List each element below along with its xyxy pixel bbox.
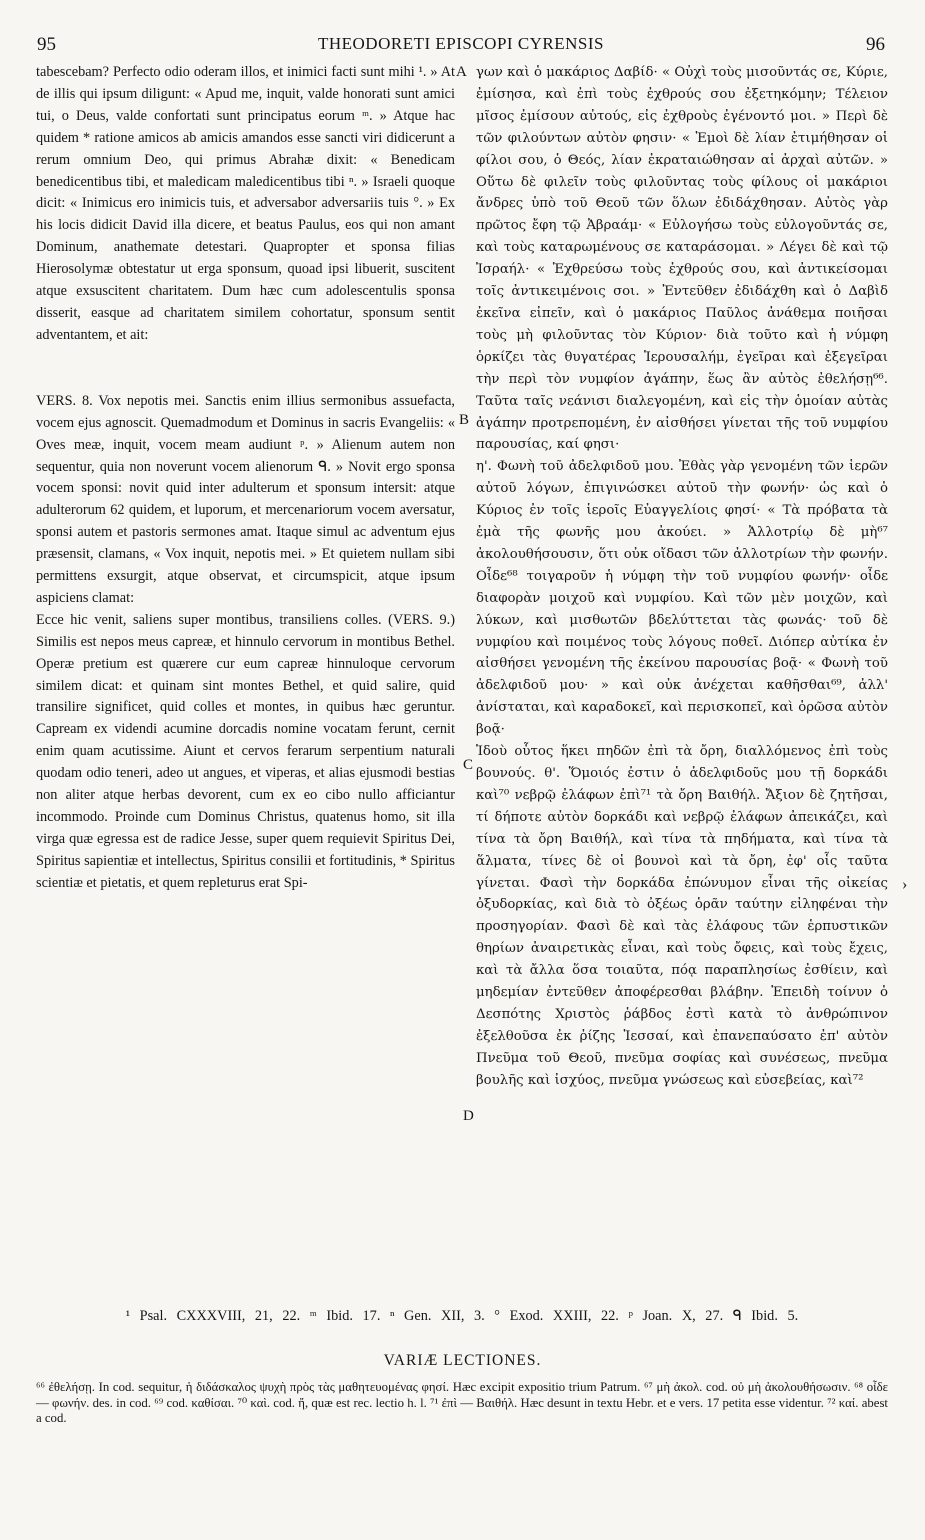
latin-paragraph: tabescebam? Perfecto odio oderam illos, et inimici facti sunt mihi ¹. » At de illis qui ipsum diligunt: « Apud me, inquit, valde honorati sunt amici tui, o Deus, valde confortati sunt principatus eorum ᵐ. » Atque hac quidem * ratione amicos ab amicis amandos esse sancti viri didicerunt a rerum omnium Deo, qui primus Abrahæ dixit: « Benedicam benedicentibus tibi, et maledicam maledicentibus tibi ⁿ. » Israeli quoque dicit: « Inimicus ero inimicis tuis, et adversabor adversariis tuis °. » Ex his locis didicit David illa dicere, et beatus Paulus, eos qui non amant Dominum, anathemate detestari. Quapropter et sponsa filias Hierosolymæ obtestatur ut erga sponsum, quoad ipsi libuerit, suscitent atque exsuscitent charitatem. Dum hæc cum adolescentulis sponsa disserit, easque ad charitatem similem cohortatur, sponsum sentit adventantem, et ait: (36, 64, 455, 343)
margin-marker-b: B (459, 412, 470, 428)
margin-marker-c: C (463, 757, 474, 773)
latin-column (36, 62, 455, 895)
page-number-right: 96 (866, 34, 885, 55)
latin-paragraph: VERS. 8. Vox nepotis mei. Sanctis enim illius sermonibus assuefacta, vocem ejus agnoscit. Quemadmodum et Dominus in sacris Evangeliis: « Oves meæ, inquit, vocem meam audiunt ᵖ. » Alienum autem non sequentur, quia non noverunt vocem alienorum ᑫ. » Novit ergo sponsa vocem sponsi: novit quid inter adulterum et sponsum intersit: atque adulterorum 62 quidem, et luporum, et mercenariorum vocem aversatur, sponsi autem et pastoris sermones amat. Itaque simul ac adventum ejus præsensit, clamans, « Vox inquit, nepotis mei. » Et quietem nullam sibi permittens exsurgit, atque observat, et circumspicit, atque ipsum aspiciens clamat: (36, 392, 455, 606)
footnotes: ¹ Psal. CXXXVIII, 21, 22. ᵐ Ibid. 17. ⁿ Gen. XII, 3. ° Exod. XXIII, 22. ᵖ Joan. X, 27. ᑫ Ibid. 5. (125, 1308, 799, 1324)
running-title: THEODORETI EPISCOPI CYRENSIS (317, 34, 605, 53)
greek-paragraph: Ἰδοὺ οὗτος ἥκει πηδῶν ἐπὶ τὰ ὄρη, διαλλόμενος ἐπὶ τοὺς βουνούς. θ'. Ὅμοιός ἐστιν ὁ ἀδελφιδοῦς μου τῇ δορκάδι καὶ⁷⁰ νεβρῷ ἐλάφων ἐπὶ⁷¹ τὰ ὄρη Βαιθήλ. Ἄξιον δὲ ζητῆσαι, τί δήποτε αὐτὸν δορκάδι καὶ νεβρῷ ἐλάφων ἀπεικάζει, καὶ τίνα τὰ ὄρη Βαιθήλ, καὶ τίνα τὰ πηδήματα, καὶ τίνα τὰ ἅλματα, τίνες δὲ οἱ βουνοὶ καὶ τὰ ὄρη, ἐφ' οἷς ταῦτα γίνεται. Φασὶ τὴν δορκάδα ἐπώνυμον εἶναι τῆς οἰκείας ὀξυδορκίας, καὶ διὰ τὸ ὀξέως ὁρᾶν ταύτην εἰληφέναι τὴν προσηγορίαν. Φασὶ δὲ καὶ τὰς ἐλάφους τῶν ἑρπυστικῶν θηρίων ἀναιρετικὰς εἶναι, καὶ τοὺς ὄφεις, καὶ τοὺς ἔχεις, καὶ τὰ ἄλλα ὅσα τοιαῦτα, πόᾳ παραπλησίως ἐσθίειν, καὶ μηδεμίαν ἐντεῦθεν ἀποφέρεσθαι βλάβην. Ἐπειδὴ τοίνυν ὁ Δεσπότης Χριστὸς ῥάβδος ἐστὶ κατὰ τὸ ἀνθρώπινον ἐξελθοῦσα ἐκ ῥίζης Ἰεσσαί, καὶ ἐπανεπαύσατο ἐπ' αὐτὸν Πνεῦμα τοῦ Θεοῦ, πνεῦμα σοφίας καὶ συνέσεως, πνεῦμα βουλῆς καὶ ἰσχύος, πνεῦμα γνώσεως καὶ εὐσεβείας, καὶ⁷² (476, 744, 888, 1088)
margin-marker-a: A (456, 64, 467, 80)
greek-paragraph: γων καὶ ὁ μακάριος Δαβίδ· « Οὐχὶ τοὺς μισοῦντάς σε, Κύριε, ἐμίσησα, καὶ ἐπὶ τοὺς ἐχθρούς σου ἐξετηκόμην; Τέλειον μῖσος ἐμίσουν αὐτούς, εἰς ἐχθροὺς ἐγένοντό μοι. » Περὶ δὲ τῶν φιλούντων αὐτὸν φησιν· « Ἐμοὶ δὲ λίαν ἐτιμήθησαν οἱ φίλοι σου, ὁ Θεός, λίαν ἐκραταιώθησαν αἱ ἀρχαὶ αὐτῶν. » Οὕτω δὲ φιλεῖν τοὺς φιλοῦντας τοὺς φίλους οἱ μακάριοι ἄνδρες ὑπὸ τοῦ Θεοῦ τῶν ὅλων ἐδιδάχθησαν. Αὐτὸς γὰρ πρῶτος ἔφη τῷ Ἀβραάμ· « Εὐλογήσω τοὺς εὐλογοῦντάς σε, καὶ τοὺς καταρωμένους σε καταράσομαι. » Λέγει δὲ καὶ τῷ Ἰσραήλ· « Ἐχθρεύσω τοὺς ἐχθρούς σου, καὶ ἀντικείσομαι τοῖς ἀντικειμένοις σοι. » Ἐντεῦθεν ἐδιδάχθη καὶ ὁ Δαβὶδ ἐκεῖνα εἰπεῖν, καὶ ὁ μακάριος Παῦλος ἀνάθεμα ποιῆσαι τοὺς μὴ φιλοῦντας τὸν Κύριον· διὰ τοῦτο καὶ ἡ νύμφη ὁρκίζει τὰς θυγατέρας Ἱερουσαλήμ, ἐγεῖραι καὶ ἐξεγεῖραι τὴν περὶ τὸν νυμφίον ἀγάπην, ἕως ἂν αὐτὸς ἐθελήσῃ⁶⁶. Ταῦτα ταῖς νεάνισι διαλεγομένη, καὶ εἰς τὴν ὁμοίαν αὐτὰς ἀγάπην προτρεπομένη, ἐν αἰσθήσει γίνεται τῆς τοῦ νυμφίου παρουσίας, καί φησι· (476, 65, 888, 453)
latin-paragraph: Ecce hic venit, saliens super montibus, transiliens colles. (VERS. 9.) Similis est nepos meus capreæ, et hinnulo cervorum in montibus Bethel. Operæ pretium est quærere cur eum capreæ hinnuloque cervorum similem dicat: et quinam sint montes Bethel, et quid salire, quid transilire significet, quid colles et montes, in quibus hæc geruntur. Capream ex videndi acumine dorcadis nomine vocatam ferunt, cernit enim quam acutissime. Aiunt et cervos ferarum serpentium naturali quodam odio teneri, adeo ut angues, et viperas, et alias ejusmodi bestias non aliter atque herbas devorent, cum ex eo cibo nullo afficiantur incommodo. Proinde cum Dominus Christus, quatenus homo, sit illa virga quæ egressa est de radice Jesse, super quem requievit Spiritus Dei, Spiritus sapientiæ et intellectus, Spiritus consilii et fortitudinis, * Spiritus scientiæ et pietatis, et quem repleturus erat Spi- (36, 611, 455, 891)
greek-paragraph: η'. Φωνὴ τοῦ ἀδελφιδοῦ μου. Ἐθὰς γὰρ γενομένη τῶν ἱερῶν αὐτοῦ λόγων, ἐπιγινώσκει αὐτοῦ τὴν φωνήν· ὡς καὶ ὁ Κύριος ἐν τοῖς ἱεροῖς Εὐαγγελίοις φησί· « Τὰ πρόβατα τὰ ἐμὰ τῆς φωνῆς μου ἀκούει. » Ἀλλοτρίῳ δὲ μὴ⁶⁷ ἀκολουθήσουσιν, ὅτι οὐκ οἴδασι τῶν ἀλλοτρίων τὴν φωνήν. Οἶδε⁶⁸ τοιγαροῦν ἡ νύμφη τὴν τοῦ νυμφίου φωνήν· οἶδε διαφορὰν μοιχοῦ καὶ νυμφίου. Καὶ τῶν μὲν μοιχῶν, καὶ λύκων, καὶ μισθωτῶν βδελύττεται τὰς φωνάς· τοῦ δὲ νυμφίου καὶ ποιμένος τοὺς λόγους ποθεῖ. Διόπερ αὐτίκα ἐν αἰσθήσει γενομένη τῆς ἐκείνου παρουσίας βοᾷ· « Φωνὴ τοῦ ἀδελφιδοῦ μου· » καὶ οὐκ ἀνέχεται καθῆσθαι⁶⁹, ἀλλ' ἀνίσταται, καὶ καραδοκεῖ, καὶ περισκοπεῖ, καὶ ὁρῶσα αὐτὸν βοᾷ· (476, 459, 888, 738)
greek-column (476, 62, 888, 1092)
variae-lectiones-text: ⁶⁶ ἐθελήσῃ. In cod. sequitur, ἡ διδάσκαλος ψυχὴ πρὸς τὰς μαθητευομένας φησί. Hæc excipit expositio trium Patrum. ⁶⁷ μὴ ἀκολ. cod. οὐ μὴ ἀκολουθήσωσιν. ⁶⁸ οἶδε — φωνήν. des. in cod. ⁶⁹ cod. καθίσαι. ⁷⁰ καὶ. cod. ἤ, quæ est rec. lectio h. l. ⁷¹ ἐπὶ — Βαιθήλ. Hæc desunt in textu Hebr. et e vers. 17 petita esse videntur. ⁷² καί. abest a cod. (36, 1380, 888, 1426)
page-header (37, 34, 885, 58)
page-number-left: 95 (37, 34, 56, 55)
variae-lectiones-title: VARIÆ LECTIONES. (383, 1352, 542, 1369)
margin-arrow-icon: › (902, 876, 908, 893)
margin-marker-d: D (463, 1108, 474, 1124)
